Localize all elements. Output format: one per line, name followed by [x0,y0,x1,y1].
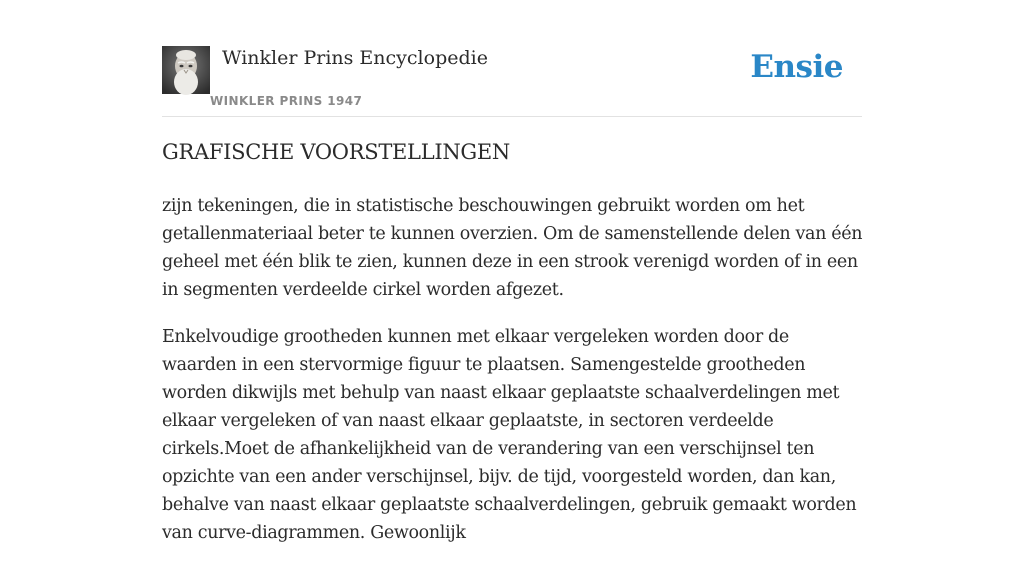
portrait-image [162,46,210,94]
author-avatar[interactable] [162,46,210,94]
site-header [162,46,862,117]
article-body [162,192,864,566]
site-title[interactable]: Winkler Prins Encyclopedie [222,47,488,69]
source-label[interactable]: WINKLER PRINS 1947 [210,94,363,108]
paragraph: Enkelvoudige grootheden kunnen met elkaar vergeleken worden door de waarden in een stervormige figuur te plaatsen. Samengestelde grootheden worden dikwijls met behulp van naast elkaar geplaatste schaalverdelingen met elkaar vergeleken of van naast elkaar geplaatste, in sectoren verdeelde cirkels.Moet de afhankelijkheid van de verandering van een verschijnsel ten opzichte van een ander verschijnsel, bijv. de tijd, voorgesteld worden, dan kan, behalve van naast elkaar geplaatste schaalverdelingen, gebruik gemaakt worden van curve-diagrammen. Gewoonlijk [162,327,857,543]
paragraph: zijn tekeningen, die in statistische beschouwingen gebruikt worden om het getallenmateriaal beter te kunnen overzien. Om de samenstellende delen van één geheel met één blik te zien, kunnen deze in een strook verenigd worden of in een in segmenten verdeelde cirkel worden afgezet. [162,196,863,300]
brand-logo[interactable]: Ensie [750,49,843,85]
article-title: GRAFISCHE VOORSTELLINGEN [162,140,510,164]
